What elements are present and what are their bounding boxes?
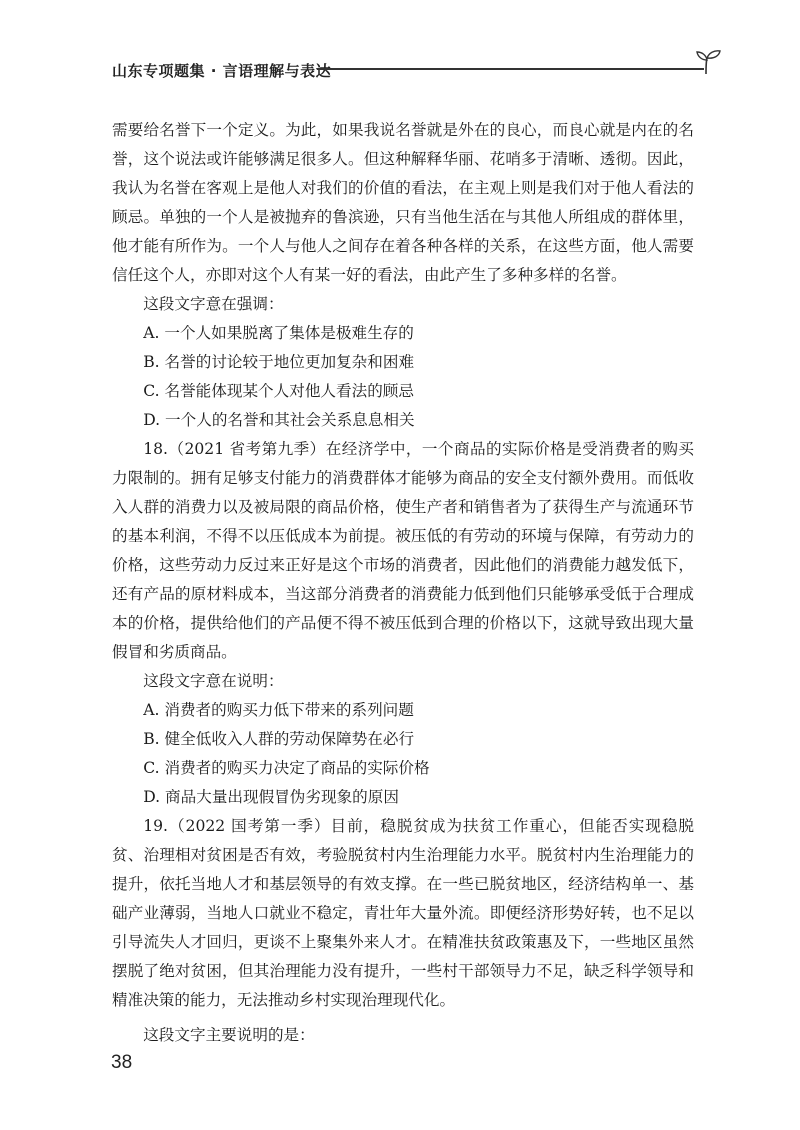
q18-option-a: A. 消费者的购买力低下带来的系列问题 xyxy=(143,701,414,719)
q18-stem: 这段文字意在说明： xyxy=(143,672,284,690)
q18-option-d: D. 商品大量出现假冒伪劣现象的原因 xyxy=(143,788,399,806)
page-number: 38 xyxy=(111,1052,133,1073)
header-rule xyxy=(317,68,704,70)
q19-passage: 19.（2022 国考第一季）目前，稳脱贫成为扶贫工作重心，但能否实现稳脱贫、治理相对贫困是否有效，考验脱贫村内生治理能力水平。脱贫村内生治理能力的提升，依托当地人才和基层领导的有效支撑。在一些已脱贫地区，经济结构单一、基础产业薄弱，当地人口就业不稳定，青壮年大量外流。即便经济形势好转，也不足以引导流失人才回归，更谈不上聚集外来人才。在精准扶贫政策惠及下，一些地区虽然摆脱了绝对贫困，但其治理能力没有提升，一些村干部领导力不足，缺乏科学领导和精准决策的能力，无法推动乡村实现治理现代化。 xyxy=(112,817,694,1009)
q18-option-c: C. 消费者的购买力决定了商品的实际价格 xyxy=(143,759,430,777)
sprout-icon xyxy=(694,48,722,76)
q17-stem: 这段文字意在强调： xyxy=(143,295,284,313)
q17-passage: 需要给名誉下一个定义。为此，如果我说名誉就是外在的良心，而良心就是内在的名誉，这个说法或许能够满足很多人。但这种解释华丽、花哨多于清晰、透彻。因此，我认为名誉在客观上是他人对我们的价值的看法，在主观上则是我们对于他人看法的顾忌。单独的一个人是被抛弃的鲁滨逊，只有当他生活在与其他人所组成的群体里，他才能有所作为。一个人与他人之间存在着各种各样的关系，在这些方面，他人需要信任这个人，亦即对这个人有某一好的看法，由此产生了多种多样的名誉。 xyxy=(112,121,694,284)
q18-passage: 18.（2021 省考第九季）在经济学中，一个商品的实际价格是受消费者的购买力限制的。拥有足够支付能力的消费群体才能够为商品的安全支付额外费用。而低收入人群的消费力以及被局限的商品价格，使生产者和销售者为了获得生产与流通环节的基本利润，不得不以压低成本为前提。被压低的有劳动的环境与保障，有劳动力的价格，这些劳动力反过来正好是这个市场的消费者，因此他们的消费能力越发低下，还有产品的原材料成本，当这部分消费者的消费能力低到他们只能够承受低于合理成本的价格，提供给他们的产品便不得不被压低到合理的价格以下，这就导致出现大量假冒和劣质商品。 xyxy=(112,440,694,661)
q19-stem: 这段文字主要说明的是： xyxy=(143,1026,315,1044)
q17-option-c: C. 名誉能体现某个人对他人看法的顾忌 xyxy=(143,382,414,400)
q17-option-a: A. 一个人如果脱离了集体是极难生存的 xyxy=(143,324,414,342)
q17-option-d: D. 一个人的名誉和其社会关系息息相关 xyxy=(143,411,415,429)
header-title: 山东专项题集 · 言语理解与表达 xyxy=(112,62,332,80)
running-header xyxy=(112,52,722,92)
q18-option-b: B. 健全低收入人群的劳动保障势在必行 xyxy=(143,730,415,748)
page-content xyxy=(112,116,694,1050)
q17-option-b: B. 名誉的讨论较于地位更加复杂和困难 xyxy=(143,353,415,371)
